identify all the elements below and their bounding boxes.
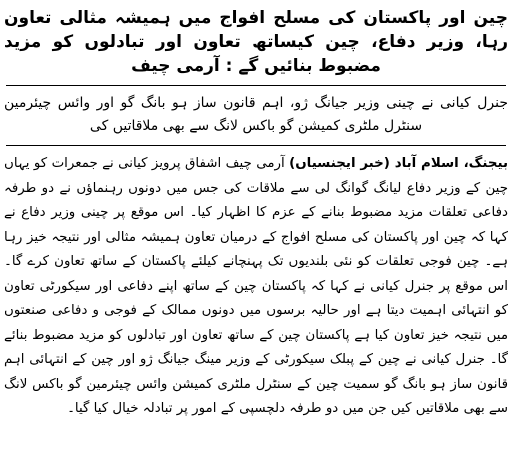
subheadline-divider — [6, 145, 506, 146]
subheadline: جنرل کیانی نے چینی وزیر جیانگ ژو، اہم قانون ساز ہو بانگ گو اور وائس چیئرمین سنٹرل ملٹری کمیشن گو باکس لانگ سے بھی ملاقاتیں کی — [4, 95, 508, 134]
article-body-text: آرمی چیف اشفاق پرویز کیانی نے جمعرات کو یہاں چین کے وزیر دفاع لیانگ گوانگ لی سے ملاقات کی جس میں دونوں رہنماؤں نے دو طرفہ دفاعی تعلقات مزید مضبوط بنانے کے عزم کا اظہار کیا۔ اس موقع پر چینی وزیر دفاع نے کہا کہ چین اور پاکستان کی مسلح افواج کے درمیان تعاون ہمیشہ مثالی اور نتیجہ خیز رہا ہے۔ چین فوجی تعلقات کو نئی بلندیوں تک پہنچانے کیلئے پاکستان کے ساتھ تعاون کرے گا۔ اس موقع پر جنرل کیانی نے کہا کہ پاکستان چین کے ساتھ اپنے دفاعی اور سیکورٹی تعاون کو انتہائی اہمیت دیتا ہے اور حالیہ برسوں میں دونوں ممالک کے فوجی و دفاعی صنعتوں میں نتیجہ خیز تعاون کیا ہے پاکستان چین کے ساتھ تعاون اور تبادلوں کو مزید مضبوط بنائے گا۔ جنرل کیانی نے چین کے پبلک سیکورٹی کے وزیر مینگ جیانگ ژو اور چین کے انتہائی اہم قانون ساز ہو بانگ گو سمیت چین کے سنٹرل ملٹری کمیشن وائس چیئرمین گو باکس لانگ سے بھی ملاقاتیں کیں جن میں دو طرفہ دلچسپی کے امور پر تبادلہ خیال کیا گیا۔ — [4, 156, 508, 416]
headline: چین اور پاکستان کی مسلح افواج میں ہمیشہ مثالی تعاون رہا، وزیر دفاع، چین کیساتھ تعاون اور تبادلوں کو مزید مضبوط بنائیں گے : آرمی چیف — [4, 8, 508, 76]
headline-divider — [6, 85, 506, 86]
article-body — [4, 152, 508, 422]
dateline: بیجنگ، اسلام آباد (خبر ایجنسیاں) — [289, 156, 508, 171]
